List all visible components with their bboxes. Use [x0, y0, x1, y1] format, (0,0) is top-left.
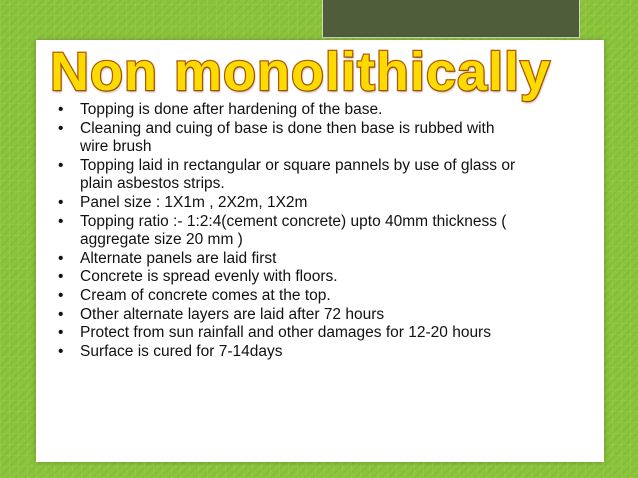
bullet-item: • Alternate panels are laid first — [58, 250, 518, 269]
bullet-item: • Other alternate layers are laid after 72 hours — [58, 306, 518, 325]
decorative-accent-box — [322, 0, 580, 38]
bullet-item: • Topping is done after hardening of the base. — [58, 101, 518, 120]
bullet-item: • Topping laid in rectangular or square pannels by use of glass or plain asbestos strips. — [58, 157, 518, 194]
bullet-item: • Protect from sun rainfall and other damages for 12-20 hours — [58, 324, 518, 343]
bullet-item: • Panel size : 1X1m , 2X2m, 1X2m — [58, 194, 518, 213]
slide-title: Non monolithically — [50, 42, 552, 102]
bullet-item: • Concrete is spread evenly with floors. — [58, 268, 518, 287]
bullet-item: • Topping ratio :- 1:2:4(cement concrete) upto 40mm thickness ( aggregate size 20 mm ) — [58, 213, 518, 250]
bullet-item: • Surface is cured for 7-14days — [58, 343, 518, 362]
bullet-item: • Cleaning and cuing of base is done then base is rubbed with wire brush — [58, 120, 518, 157]
bullet-item: • Cream of concrete comes at the top. — [58, 287, 518, 306]
bullet-list — [58, 101, 518, 361]
